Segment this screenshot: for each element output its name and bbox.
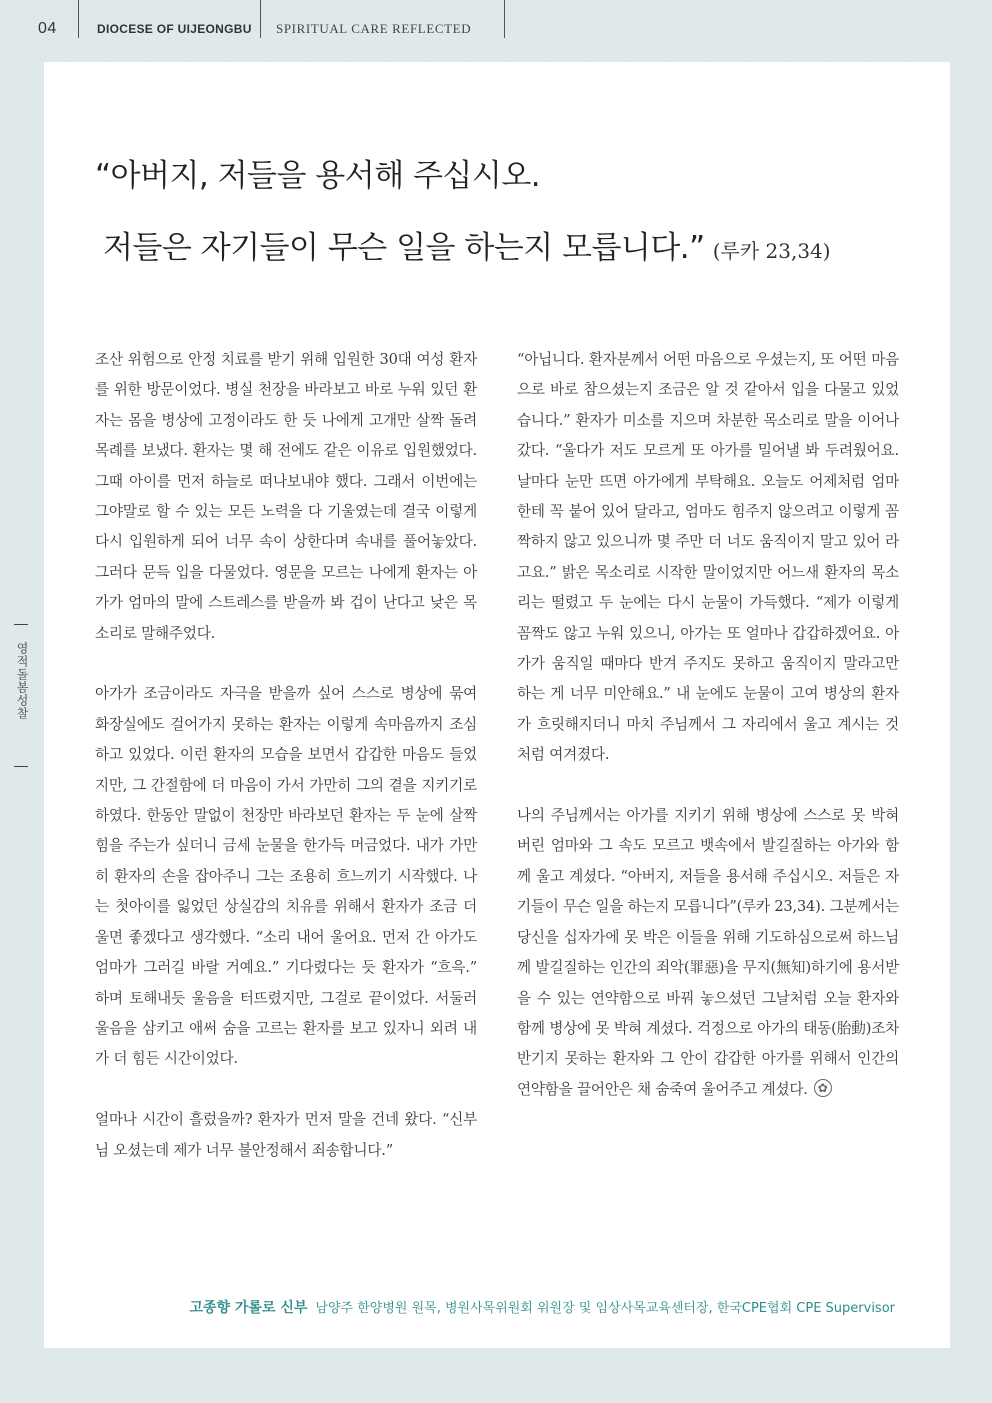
- side-section-label: [0, 610, 44, 780]
- paragraph: 조산 위험으로 안정 치료를 받기 위해 입원한 30대 여성 환자를 위한 방문이었다. 병실 천장을 바라보고 바로 누워 있던 환자는 몸을 병상에 고정이라도 한 듯 나에게 고개만 살짝 돌려 목례를 보냈다. 환자는 몇 해 전에도 같은 이유로 입원했었다. 그때 아이를 먼저 하늘로 떠나보내야 했다. 그래서 이번에는 그야말로 할 수 있는 모든 노력을 다 기울였는데 결국 이렇게 다시 입원하게 되어 너무 속이 상한다며 속내를 풀어놓았다. 그러다 문득 입을 다물었다. 영문을 모르는 나에게 환자는 아가가 엄마의 말에 스트레스를 받을까 봐 겁이 난다고 낮은 목소리로 말해주었다.: [95, 351, 477, 642]
- paragraph-final: [517, 801, 899, 1105]
- page-header: [0, 0, 992, 40]
- side-label-top-rule: [14, 624, 28, 625]
- header-divider: [78, 0, 79, 38]
- title-line-1: “아버지, 저들을 용서해 주십시오.: [93, 150, 542, 195]
- paragraph: 얼마나 시간이 흘렀을까? 환자가 먼저 말을 건네 왔다. “신부님 오셨는데 제가 너무 불안정해서 죄송합니다.”: [95, 1111, 477, 1159]
- side-label-bottom-rule: [14, 766, 28, 767]
- author-credit: [189, 1297, 895, 1317]
- side-label-text: 영적돌봄성찰: [15, 642, 29, 720]
- left-column: [95, 345, 477, 1196]
- section-name: SPIRITUAL CARE REFLECTED: [276, 21, 472, 36]
- right-column: [517, 345, 899, 1136]
- paragraph: “아닙니다. 환자분께서 어떤 마음으로 우셨는지, 또 어떤 마음으로 바로 참으셨는지 조금은 알 것 같아서 입을 다물고 있었습니다.” 환자가 미소를 지으며 차분한 목소리로 말을 이어나갔다. “울다가 저도 모르게 또 아가를 밀어낼 봐 두려웠어요. 날마다 눈만 뜨면 아가에게 부탁해요. 오늘도 어제처럼 엄마한테 꼭 붙어 있어 달라고, 엄마도 힘주지 않으려고 이렇게 꼼짝하지 않고 있으니까 몇 주만 더 너도 움직이지 말고 있어 라고요.” 밝은 목소리로 시작한 말이었지만 어느새 환자의 목소리는 떨렸고 두 눈에는 다시 눈물이 가득했다. “제가 이렇게 꼼짝도 않고 누워 있으니, 아가는 또 얼마나 갑갑하겠어요. 아가가 움직일 때마다 반겨 주지도 못하고 움직이지 말라고만 하는 게 너무 미안해요.” 내 눈에도 눈물이 고여 병상의 환자가 흐릿해지더니 마치 주님께서 그 자리에서 울고 계시는 것처럼 여겨졌다.: [517, 351, 899, 764]
- author-affiliation: 남양주 한양병원 원목, 병원사목위원회 위원장 및 임상사목교육센터장, 한국CPE협회 CPE Supervisor: [315, 1301, 895, 1316]
- end-mark-icon: [814, 1079, 832, 1097]
- title-line-2: 저들은 자기들이 무슨 일을 하는지 모릅니다.”: [101, 222, 707, 267]
- header-divider: [260, 0, 261, 38]
- author-name: 고종향 가롤로 신부: [189, 1300, 308, 1316]
- header-divider: [504, 0, 505, 38]
- publisher-name: DIOCESE OF UIJEONGBU: [97, 22, 252, 36]
- paragraph-text: 나의 주님께서는 아가를 지키기 위해 병상에 스스로 못 박혀 버린 엄마와 그 속도 모르고 뱃속에서 발길질하는 아가와 함께 울고 계셨다. “아버지, 저들을 용서해 주십시오. 저들은 자기들이 무슨 일을 하는지 모릅니다”(루카 23,34). 그분께서는 당신을 십자가에 못 박은 이들을 위해 기도하심으로써 하느님께 발길질하는 인간의 죄악(罪惡)을 무지(無知)하기에 용서받을 수 있는 연약함으로 바꿔 놓으셨던 그날처럼 오늘 환자와 함께 병상에 못 박혀 계셨다. 걱정으로 아가의 태동(胎動)조차 반기지 못하는 환자와 그 안이 갑갑한 아가를 위해서 인간의 연약함을 끌어안은 채 숨죽여 울어주고 계셨다.: [517, 807, 899, 1098]
- paragraph: 아가가 조금이라도 자극을 받을까 싶어 스스로 병상에 묶여 화장실에도 걸어가지 못하는 환자는 이렇게 속마음까지 조심하고 있었다. 이런 환자의 모습을 보면서 갑갑한 마음도 들었지만, 그 간절함에 더 마음이 가서 가만히 그의 곁을 지키기로 하였다. 한동안 말없이 천장만 바라보던 환자는 두 눈에 살짝 힘을 주는가 싶더니 금세 눈물을 한가득 머금었다. 내가 가만히 환자의 손을 잡아주니 그는 조용히 흐느끼기 시작했다. 나는 첫아이를 잃었던 상실감의 치유를 위해서 환자가 조금 더 울면 좋겠다고 생각했다. “소리 내어 울어요. 먼저 간 아가도 엄마가 그러길 바랄 거예요.” 기다렸다는 듯 환자가 “흐윽.” 하며 토해내듯 울음을 터뜨렸지만, 그걸로 끝이었다. 서둘러 울음을 삼키고 애써 숨을 고르는 환자를 보고 있자니 외려 내가 더 힘든 시간이었다.: [95, 685, 477, 1068]
- title-reference: (루카 23,34): [712, 239, 831, 263]
- page-number: 04: [38, 20, 57, 37]
